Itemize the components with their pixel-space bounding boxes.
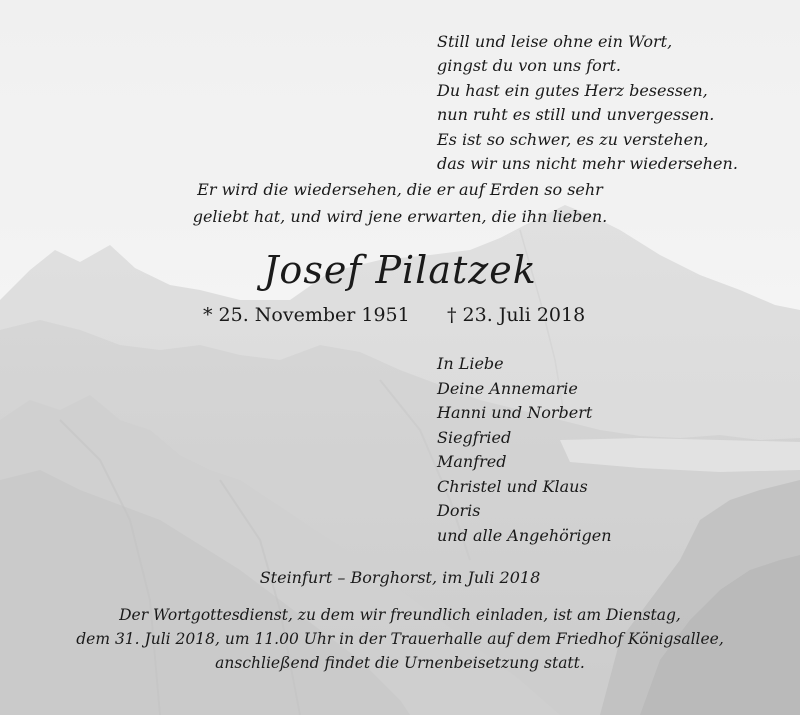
quote-line: geliebt hat, und wird jene erwarten, die ihn lieben. bbox=[192, 207, 608, 226]
mourner-line: In Liebe bbox=[437, 354, 504, 373]
poem-line: das wir uns nicht mehr wiedersehen. bbox=[437, 153, 738, 173]
birth-date: * 25. November 1951 bbox=[203, 304, 410, 326]
service-line: Der Wortgottesdienst, zu dem wir freundlich einladen, ist am Dienstag, bbox=[119, 606, 681, 624]
place-and-date: Steinfurt – Borghorst, im Juli 2018 bbox=[259, 568, 541, 587]
poem bbox=[437, 30, 738, 176]
poem-line: Es ist so schwer, es zu verstehen, bbox=[437, 129, 709, 149]
bible-quote bbox=[120, 176, 680, 230]
mourner-line: Siegfried bbox=[437, 427, 512, 447]
poem-line: gingst du von uns fort. bbox=[437, 56, 621, 76]
service-line: anschließend findet die Urnenbeisetzung statt. bbox=[215, 654, 585, 672]
poem-line: nun ruht es still und unvergessen. bbox=[437, 105, 715, 125]
mourners-list bbox=[437, 352, 612, 548]
mourner-line: Deine Annemarie bbox=[437, 378, 578, 398]
poem-line: Still und leise ohne ein Wort, bbox=[437, 32, 673, 51]
mourner-line: Manfred bbox=[437, 452, 507, 471]
quote-line: Er wird die wiedersehen, die er auf Erden so sehr bbox=[197, 180, 603, 199]
deceased-name: Josef Pilatzek bbox=[263, 248, 537, 292]
poem-line: Du hast ein gutes Herz besessen, bbox=[437, 80, 708, 100]
mourner-line: Doris bbox=[437, 501, 481, 520]
death-date: † 23. Juli 2018 bbox=[447, 304, 586, 326]
service-announcement bbox=[20, 603, 780, 675]
mourner-line: und alle Angehörigen bbox=[437, 525, 612, 545]
mourner-line: Hanni und Norbert bbox=[437, 403, 593, 422]
mourner-line: Christel und Klaus bbox=[437, 476, 588, 496]
service-line: dem 31. Juli 2018, um 11.00 Uhr in der Trauerhalle auf dem Friedhof Königsallee, bbox=[76, 630, 724, 648]
